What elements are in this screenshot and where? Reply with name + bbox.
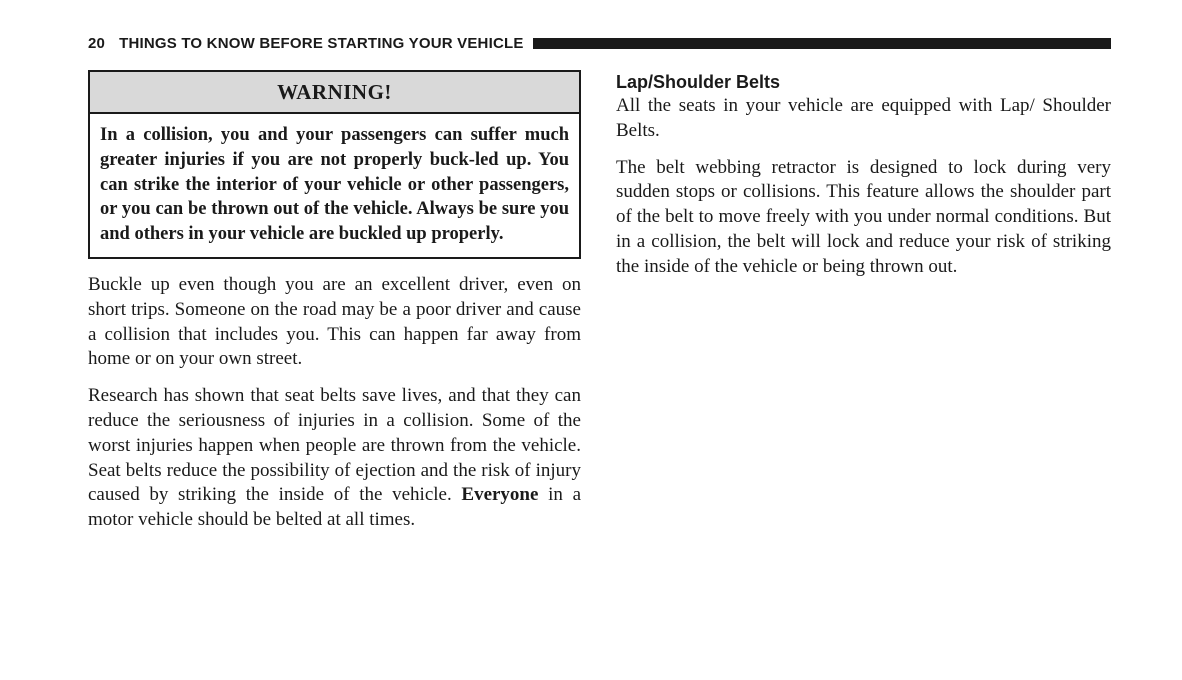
warning-body: In a collision, you and your passengers can suffer much greater injuries if you are not properly buck-led up. You can strike the interior of your vehicle or other passengers, or you can be thrown out of the vehicle. Always be sure you and others in your vehicle are buckled up properly. <box>100 125 569 245</box>
header-rule <box>533 38 1111 49</box>
page-header <box>88 34 1111 52</box>
left-paragraph-2 <box>88 384 581 533</box>
left-paragraph-2-text-b: in a motor vehicle should be belted at all times. <box>88 484 581 531</box>
warning-title: WARNING! <box>90 72 579 114</box>
left-paragraph-2-text-a: Research has shown that seat belts save lives, and that they can reduce the seriousness of injuries in a collision. Some of the worst injuries happen when people are thrown from the vehicle. Seat belts reduce the possibility of ejection and the risk of injury caused by striking the inside of the vehicle. <box>88 385 581 506</box>
warning-box <box>88 70 581 259</box>
page-number: 20 <box>88 34 106 52</box>
right-paragraph-1: All the seats in your vehicle are equipped with Lap/ Shoulder Belts. <box>616 95 1111 141</box>
left-paragraph-1: Buckle up even though you are an excellent driver, even on short trips. Someone on the road may be a poor driver and cause a collision that includes you. This can happen far away from home or on your own street. <box>88 273 581 370</box>
right-column <box>616 70 1111 280</box>
left-paragraph-2-bold: Everyone <box>461 484 539 506</box>
section-title: THINGS TO KNOW BEFORE STARTING YOUR VEHICLE <box>119 34 524 52</box>
right-paragraph-2: The belt webbing retractor is designed to lock during very sudden stops or collisions. This feature allows the shoulder part of the belt to move freely with you under normal conditions. But in a collision, the belt will lock and reduce your risk of striking the inside of the vehicle or being thrown out. <box>616 156 1111 277</box>
left-column <box>88 70 581 533</box>
lap-shoulder-belts-heading: Lap/Shoulder Belts <box>616 72 781 92</box>
